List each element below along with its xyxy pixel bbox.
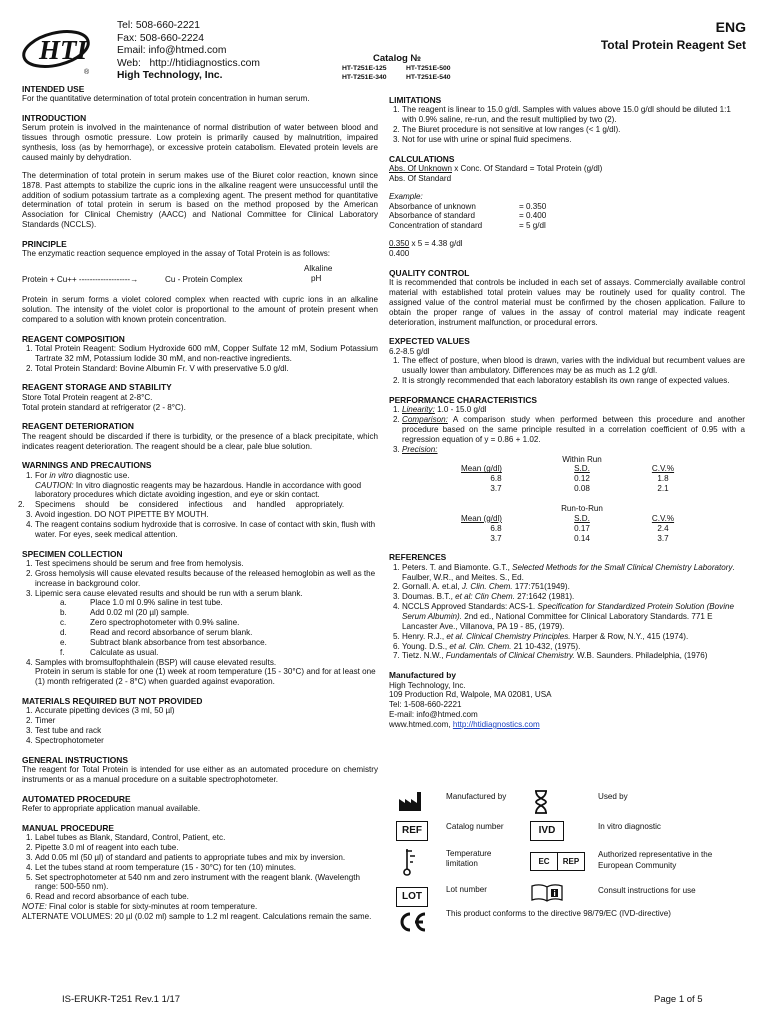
sub-item: d. Read and record absorbance of serum blank. bbox=[60, 627, 253, 637]
formula: Abs. Of Unknown x Conc. Of Standard = Total Protein (g/dl) bbox=[389, 163, 603, 173]
list-item: 2. The Biuret procedure is not sensitive at low ranges (< 1 g/dl). bbox=[402, 125, 745, 135]
sub-item: b. Add 0.02 ml (20 µl) sample. bbox=[60, 608, 190, 618]
list-item: 1. The reagent is linear to 15.0 g/dl. Samples with values above 15.0 g/dl should be diluted 1:1 with 0.9% saline, re-run, and the result multiplied by two (2). bbox=[402, 105, 745, 125]
catalog-number: HT-T251E-500 bbox=[406, 65, 451, 72]
principle-section bbox=[22, 239, 378, 325]
expected-values-section bbox=[389, 336, 745, 386]
section-text: The enzymatic reaction sequence employed in the assay of Total Protein is as follows: bbox=[22, 249, 331, 259]
list-item: 2. Timer bbox=[35, 716, 378, 726]
symbol-label: Lot number bbox=[446, 885, 487, 894]
example-denominator: 0.400 bbox=[389, 248, 410, 258]
list-item: 2. Pipette 3.0 ml of reagent into each tube. bbox=[35, 843, 378, 853]
section-heading: Manufactured by bbox=[389, 670, 457, 681]
list-item: 1. Linearity: 1.0 - 15.0 g/dl bbox=[402, 405, 745, 415]
storage-section bbox=[22, 382, 378, 412]
header-fax: Fax: 508-660-2224 bbox=[117, 32, 205, 44]
example-row: Concentration of standard = 5 g/dl bbox=[389, 221, 546, 231]
symbol-label: Consult instructions for use bbox=[598, 886, 696, 895]
section-heading: EXPECTED VALUES bbox=[389, 336, 470, 347]
ce-mark-icon bbox=[398, 912, 428, 935]
list-item: 6. Read and record absorbance of each tube. bbox=[35, 892, 378, 902]
performance-section bbox=[389, 395, 745, 543]
section-heading: REFERENCES bbox=[389, 552, 447, 563]
list-item: 5. Set spectrophotometer at 540 nm and zero instrument with the reagent blank. (Wavelength range: 500-550 nm). bbox=[35, 873, 378, 893]
section-heading: WARNINGS AND PRECAUTIONS bbox=[22, 460, 152, 471]
table-row: 3.7 0.14 3.7 bbox=[490, 533, 669, 543]
list-item: 1. The effect of posture, when blood is drawn, varies with the individual but recumbent values are usually lower than ambulatory. Differences may be as much as 1.2 g/dl. bbox=[402, 356, 745, 376]
column-header: S.D. bbox=[574, 513, 590, 523]
section-heading: INTENDED USE bbox=[22, 84, 85, 94]
list-item: 2. Comparison: A comparison study when performed between this procedure and another procedure based on the same principle resulted in a correlation coefficient of 0.95 with a regression equation of y = 0.86 + 1.02. bbox=[402, 415, 745, 445]
list-item: 1. Accurate pipetting devices (3 ml, 50 µl) bbox=[35, 706, 378, 716]
rep-box: REP bbox=[562, 856, 580, 866]
list-item: 3. Not for use with urine or spinal fluid specimens. bbox=[402, 135, 745, 145]
deterioration-section bbox=[22, 421, 378, 451]
company-logo bbox=[20, 22, 94, 76]
header-email: Email: info@htmed.com bbox=[117, 45, 227, 56]
reference-item: 7. Tietz. N.W., Fundamentals of Clinical Chemistry. W.B. Saunders. Philadelphia, (1976) bbox=[402, 651, 745, 661]
section-heading: CALCULATIONS bbox=[389, 153, 455, 164]
section-text: Serum protein is involved in the maintenance of normal distribution of water between blood and tissues through osmotic pressure. Low protein is primarily caused by malnutrition, impaired synthesis, loss (as by hemorrhage), or excessive protein catabolism. Elevated protein levels are caused mainly by dehydration. bbox=[22, 123, 378, 162]
symbol-label: This product conforms to the directive 98/79/EC (IVD-directive) bbox=[446, 909, 671, 918]
header-tel: Tel: 508-660-2221 bbox=[117, 20, 201, 31]
section-heading: PRINCIPLE bbox=[22, 238, 67, 249]
symbol-label: In vitro diagnostic bbox=[598, 822, 661, 831]
list-item: 4. The reagent contains sodium hydroxide that is corrosive. In case of contact with skin, flush with water. For eyes, seek medical attention. bbox=[35, 520, 378, 540]
section-heading: SPECIMEN COLLECTION bbox=[22, 548, 123, 559]
reaction-equation bbox=[22, 263, 378, 289]
manufacturer-line: Tel: 1-508-660-2221 bbox=[389, 700, 462, 710]
header-web-url[interactable]: http://htidiagnostics.com bbox=[149, 57, 260, 69]
column-header: C.V.% bbox=[651, 513, 675, 523]
section-text: The reagent should be discarded if there is turbidity, or the presence of a black precipitate, which indicates reagent deterioration. The reagent should be a clear, pale blue solution. bbox=[22, 431, 378, 451]
table-row: 3.7 0.08 2.1 bbox=[490, 484, 669, 494]
ivd-symbol: IVD bbox=[530, 821, 564, 841]
ec-box: EC bbox=[531, 853, 558, 870]
table-row: 6.8 0.12 1.8 bbox=[490, 474, 669, 484]
website-link[interactable]: http://htidiagnostics.com bbox=[452, 720, 540, 729]
list-item: 3. Lipemic sera cause elevated results and should be run with a serum blank. bbox=[35, 589, 378, 599]
calculations-section bbox=[389, 154, 745, 259]
reagent-composition-section bbox=[22, 334, 378, 374]
automated-section bbox=[22, 794, 378, 814]
sub-item: a. Place 1.0 ml 0.9% saline in test tube. bbox=[60, 598, 223, 608]
section-text: Store Total Protein reagent at 2-8°C. bbox=[22, 392, 153, 402]
references-section bbox=[389, 552, 745, 661]
list-item: 4. Let the tubes stand at room temperature (15 - 30°C) for ten (10) minutes. bbox=[35, 863, 378, 873]
list-item: 2. Total Protein Standard: Bovine Albumin Fr. V with preservative 5.0 g/dl. bbox=[35, 364, 378, 374]
catalog-number: HT-T251E-125 bbox=[342, 65, 387, 72]
manufacturer-line: High Technology, Inc. bbox=[389, 680, 466, 690]
reaction-condition: pH bbox=[311, 274, 322, 284]
symbol-label: Used by bbox=[598, 792, 628, 801]
example-row: Absorbance of unknown = 0.350 bbox=[389, 201, 547, 211]
reaction-product: Cu - Protein Complex bbox=[165, 275, 243, 285]
list-item: 3. Test tube and rack bbox=[35, 726, 378, 736]
table-title: Within Run bbox=[562, 454, 602, 464]
list-item: 1. For in vitro diagnostic use. CAUTION: In vitro diagnostic reagents may be hazardous. Handle in accordance with good laboratory procedures which dictate avoiding ingestion, and eye or skin contact. bbox=[35, 471, 378, 501]
catalog-number: HT-T251E-540 bbox=[406, 74, 451, 81]
column-header: Mean (g/dl) bbox=[461, 464, 502, 474]
right-column bbox=[389, 95, 745, 739]
section-heading: MANUAL PROCEDURE bbox=[22, 822, 114, 833]
list-item: 3. Precision: bbox=[402, 445, 745, 455]
document-code: IS-ERUKR-T251 Rev.1 1/17 bbox=[62, 994, 181, 1005]
symbol-label: Temperature limitation bbox=[446, 849, 492, 868]
list-item: 4. Spectrophotometer bbox=[35, 736, 378, 746]
list-item: 4. Samples with bromsulfophthalein (BSP) will cause elevated results. Protein in serum is stable for one (1) week at room temperature (15 - 30°C) and for at least one (1) month refrigerated (2 - 8°C) when guarded against evaporation. bbox=[35, 658, 378, 688]
section-heading: AUTOMATED PROCEDURE bbox=[22, 793, 131, 804]
list-item: 2. Specimens should be considered infectious and handled appropriately. bbox=[35, 500, 378, 510]
section-text: Protein in serum forms a violet colored complex when reacted with cupric ions in an alkaline solution. The intensity of the violet color is proportional to the amount of protein present when compared to a solution with known protein concentration. bbox=[22, 295, 378, 324]
page-number: Page 1 of 5 bbox=[654, 994, 703, 1005]
table-row: 6.8 0.17 2.4 bbox=[490, 523, 669, 533]
section-text: Total protein standard at refrigerator (2 - 8°C). bbox=[22, 402, 186, 412]
ref-symbol: REF bbox=[396, 821, 428, 841]
column-header: Mean (g/dl) bbox=[461, 513, 502, 523]
sub-item: f. Calculate as usual. bbox=[60, 647, 159, 657]
sub-item: c. Zero spectrophotometer with 0.9% saline. bbox=[60, 618, 240, 628]
manual-procedure-section bbox=[22, 823, 378, 922]
section-heading: LIMITATIONS bbox=[389, 95, 442, 105]
list-item: 1. Total Protein Reagent: Sodium Hydroxide 600 mM, Copper Sulfate 12 mM, Sodium Potassium Tartrate 32 mM, Potassium Iodide 30 mM, and non-reactive ingredients. bbox=[35, 344, 378, 364]
svg-text:HTI: HTI bbox=[39, 35, 88, 65]
reference-item: 2. Gornall. A. et.al, J. Clin. Chem. 177:751(1949). bbox=[402, 582, 745, 592]
limitations-section bbox=[389, 95, 745, 145]
section-text: The reagent for Total Protein is intended for use either as an automated procedure on chemistry instruments or as a manual procedure on a suitable spectrophotometer. bbox=[22, 765, 378, 784]
manufacturer-line: E-mail: info@htmed.com bbox=[389, 710, 478, 720]
reaction-reactants: Protein + Cu++ -------------------→ bbox=[22, 275, 139, 285]
reference-item: 6. Young. D.S., et al. Clin. Chem. 21 10-432, (1975). bbox=[402, 642, 745, 652]
quality-control-section bbox=[389, 268, 745, 328]
header-company: High Technology, Inc. bbox=[117, 70, 223, 81]
section-text: It is recommended that controls be included in each set of assays. Commercially available control material with established total protein values may be routinely used for quality control. The assigned value of the control material must be confirmed by the chosen application. Failure to obtain the proper range of values in the assay of control material may indicate reagent deterioration, instrument malfunction, or procedural errors. bbox=[389, 278, 745, 327]
factory-icon bbox=[398, 790, 422, 815]
reaction-condition: Alkaline bbox=[304, 264, 333, 274]
warnings-section bbox=[22, 460, 378, 539]
reference-item: 1. Peters. T. and Biamonte. G.T., Selected Methods for the Small Clinical Chemistry Laboratory. Faulber, W.R., and Meites. S., Ed. bbox=[402, 563, 745, 583]
section-heading: MATERIALS REQUIRED BUT NOT PROVIDED bbox=[22, 696, 203, 707]
symbol-legend bbox=[394, 788, 754, 938]
list-item: 3. Add 0.05 ml (50 µl) of standard and patients to appropriate tubes and mix by inversion. bbox=[35, 853, 378, 863]
precision-table-run bbox=[455, 504, 699, 543]
general-instructions-section bbox=[22, 755, 378, 785]
list-item: 1. Test specimens should be serum and free from hemolysis. bbox=[35, 559, 378, 569]
intended-use-section bbox=[22, 84, 378, 104]
specimen-section bbox=[22, 549, 378, 687]
column-header: C.V.% bbox=[651, 464, 675, 474]
precision-table-within bbox=[455, 455, 699, 494]
catalog-label: Catalog № bbox=[373, 53, 422, 64]
reference-item: 4. NCCLS Approved Standards: ACS-1. Specification for Standardized Protein Solution (Bovine Serum Albumin). 2nd ed., National Committee for Clinical Laboratory Standards. 771 E Lancaster Ave., Villanova, PA 19 - 85, (1979). bbox=[402, 602, 745, 632]
section-heading: INTRODUCTION bbox=[22, 113, 87, 124]
note: NOTE: Final color is stable for sixty-minutes at room temperature. bbox=[22, 902, 258, 912]
table-title: Run-to-Run bbox=[561, 504, 603, 514]
hourglass-icon bbox=[534, 790, 548, 817]
column-header: S.D. bbox=[574, 464, 590, 474]
section-text: Refer to appropriate application manual available. bbox=[22, 804, 201, 813]
section-heading: QUALITY CONTROL bbox=[389, 267, 470, 278]
materials-section bbox=[22, 696, 378, 746]
manufacturer-section bbox=[389, 670, 745, 730]
consult-instructions-icon bbox=[530, 884, 564, 905]
introduction-section bbox=[22, 113, 378, 230]
thermometer-icon bbox=[402, 848, 418, 879]
alternate-volumes: ALTERNATE VOLUMES: 20 µl (0.02 ml) sample to 1.2 ml reagent. Calculations remain the same. bbox=[22, 911, 372, 921]
list-item: 1. Label tubes as Blank, Standard, Control, Patient, etc. bbox=[35, 833, 378, 843]
reference-item: 3. Doumas. B.T., et al: Clin Chem. 27:1642 (1981). bbox=[402, 592, 745, 602]
section-heading: REAGENT STORAGE AND STABILITY bbox=[22, 382, 172, 393]
example-label: Example: bbox=[389, 191, 423, 201]
language-code: ENG bbox=[715, 19, 746, 35]
reference-item: 5. Henry. R.J., et al. Clinical Chemistry Principles. Harper & Row, N.Y., 415 (1974). bbox=[402, 632, 745, 642]
symbol-label: Authorized representative in the European Community bbox=[598, 850, 713, 870]
sub-item: e. Subtract blank absorbance from test absorbance. bbox=[60, 637, 267, 647]
section-heading: PERFORMANCE CHARACTERISTICS bbox=[389, 395, 537, 406]
symbol-label: Manufactured by bbox=[446, 792, 507, 801]
symbol-label: Catalog number bbox=[446, 822, 504, 831]
list-item: 3. Avoid ingestion. DO NOT PIPETTE BY MOUTH. bbox=[35, 510, 378, 520]
section-heading: REAGENT DETERIORATION bbox=[22, 421, 134, 432]
document-title: Total Protein Reagent Set bbox=[600, 38, 746, 52]
list-item: 2. It is strongly recommended that each laboratory establish its own range of expected values. bbox=[402, 376, 745, 386]
left-column bbox=[22, 84, 378, 931]
formula-denominator: Abs. Of Standard bbox=[389, 173, 452, 183]
manufacturer-line: www.htmed.com, http://htidiagnostics.com bbox=[389, 720, 540, 729]
lot-symbol: LOT bbox=[396, 887, 428, 907]
example-result: 0.350 x 5 = 4.38 g/dl bbox=[389, 239, 463, 249]
example-row: Absorbance of standard = 0.400 bbox=[389, 211, 547, 221]
section-heading: GENERAL INSTRUCTIONS bbox=[22, 754, 128, 765]
section-text: The determination of total protein in serum makes use of the Biuret color reaction, known since 1878. Past attempts to stabilize the cupric ions in the alkaline reagent were unsuccessful until the addition of sodium potassium tartrate as a complexing agent. The present method for quantitative determination of total protein in serum is based on the method proposed by the American Association for Clinical Chemistry (AACC) and National Committee for Clinical Laboratory Standards (NCCLS). bbox=[22, 170, 378, 230]
header-web-label: Web: bbox=[117, 57, 141, 69]
catalog-number: HT-T251E-340 bbox=[342, 74, 387, 81]
section-text: For the quantitative determination of total protein concentration in human serum. bbox=[22, 94, 310, 104]
list-item: 2. Gross hemolysis will cause elevated results because of the released hemoglobin as well as the increase in background color. bbox=[35, 569, 378, 589]
expected-range: 6.2-8.5 g/dl bbox=[389, 346, 430, 356]
svg-text:®: ® bbox=[84, 69, 90, 76]
section-heading: REAGENT COMPOSITION bbox=[22, 333, 125, 344]
ec-rep-symbol bbox=[530, 852, 585, 871]
manufacturer-line: 109 Production Rd, Walpole, MA 02081, USA bbox=[389, 690, 552, 700]
